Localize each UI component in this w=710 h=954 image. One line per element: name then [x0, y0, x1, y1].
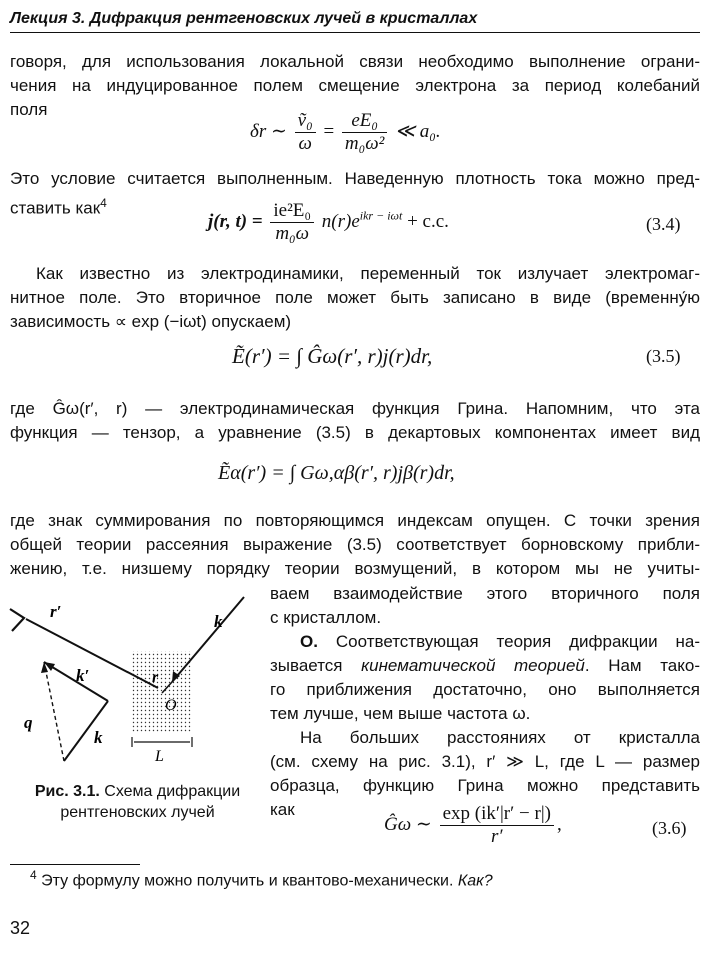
emphasized-term: кинематической теорией — [361, 656, 585, 675]
text-fragment: ставить как — [10, 198, 101, 218]
label-k-prime: k′ — [76, 666, 90, 685]
diffraction-diagram — [0, 585, 268, 770]
caption-line2: рентгеновских лучей — [60, 804, 215, 821]
text-line: где Ĝω(r′, r) — электродинамическая функция Грина. Напомним, что эта — [10, 399, 700, 418]
running-header: Лекция 3. Дифракция рентгеновских лучей в кристаллах — [10, 6, 700, 33]
eq-den: m₀ω — [275, 223, 310, 244]
text-fragment: Соответствующая теория дифракции на- — [335, 632, 700, 651]
equation-number: (3.5) — [646, 346, 681, 366]
text-line — [10, 192, 107, 220]
label-r-prime: r′ — [50, 602, 62, 621]
text-line: Это условие считается выполненным. Наведенную плотность тока можно пред- — [10, 169, 700, 188]
text-line: общей теории рассеяния выражение (3.5) соответствует борновскому прибли- — [10, 535, 700, 554]
text-line: как — [270, 800, 295, 819]
caption-line1: Схема дифракции — [104, 783, 241, 800]
text-line — [270, 655, 700, 677]
text-line: с кристаллом. — [270, 608, 382, 627]
text-line: образца, функцию Грина можно представить — [270, 776, 700, 795]
footnote-text: Эту формулу можно получить и квантово-механически. — [41, 872, 454, 890]
equation-3-6 — [384, 803, 562, 848]
text-line: чения на индуцированное полем смещение электрона за период колебаний — [10, 76, 700, 95]
text-line: го приближения достаточно, оно выполняется — [270, 680, 700, 699]
text-line: поля — [10, 100, 48, 119]
paragraph-marker: O. — [300, 632, 318, 651]
eq-frac2-den: m₀ω² — [344, 133, 385, 154]
text-line: тем лучше, чем выше частота ω. — [270, 704, 531, 723]
eq-frac1-den: ω — [298, 133, 312, 154]
page-number: 32 — [10, 918, 31, 938]
eq-lhs: Ĝω ∼ — [384, 813, 432, 835]
eq-tail: , — [556, 813, 562, 835]
text-line: зависимость ∝ exp (−iωt) опускаем) — [10, 312, 292, 331]
eq-exponent: ikr − iωt — [359, 208, 403, 223]
label-L: L — [155, 748, 164, 765]
incident-wave-vector — [172, 597, 244, 682]
label-r: r — [152, 669, 159, 686]
equation-components: Ẽα(r′) = ∫ Gω,αβ(r′, r)jβ(r)dr, — [218, 462, 455, 484]
equation-shift — [250, 110, 441, 155]
text-line: На больших расстояниях от кристалла — [300, 728, 700, 747]
footnote-question: Как? — [457, 872, 493, 890]
eq-frac1-num: ṽ₀ — [295, 110, 316, 133]
text-line: где знак суммирования по повторяющимся индексам опущен. С точки зрения — [10, 511, 700, 530]
text-line: (см. схему на рис. 3.1), r′ ≫ L, где L — размер — [270, 752, 700, 771]
label-k-incident: k — [214, 612, 223, 631]
footnote-mark: 4 — [30, 868, 37, 882]
eq-num: ie²E₀ — [270, 200, 314, 223]
text-line: говоря, для использования локальной связи необходимо выполнение ограни- — [10, 52, 700, 71]
eq-rhs: ≪ a₀. — [395, 120, 441, 142]
eq-rhs: n(r)e — [321, 210, 360, 232]
text-line: нитное поле. Это вторичное поле может быть записано в виде (временну́ю — [10, 288, 700, 307]
q-vector — [44, 662, 64, 761]
text-line: функция — тензор, а уравнение (3.5) в декартовых компонентах имеет вид — [10, 423, 700, 442]
eq-num: exp (ik′|r′ − r|) — [440, 803, 554, 826]
eq-tail: + c.c. — [407, 210, 449, 232]
text-line — [300, 631, 700, 653]
equation-number: (3.6) — [652, 818, 687, 838]
label-q: q — [24, 713, 33, 732]
equation-3-4 — [208, 200, 449, 245]
eq-lhs: j(r, t) = — [208, 210, 263, 232]
label-origin: O — [165, 697, 177, 714]
text-fragment: зывается — [270, 656, 362, 675]
label-k-bottom: k — [94, 728, 103, 747]
eq-lhs: δr ∼ — [250, 120, 287, 142]
equation-number: (3.4) — [646, 214, 681, 234]
figure-caption — [0, 781, 275, 823]
eq-frac2-num: eE₀ — [342, 110, 387, 133]
footnote — [30, 868, 493, 890]
footnote-rule — [10, 864, 140, 865]
footnote-mark: 4 — [100, 196, 107, 210]
equation-3-5: Ẽ(r′) = ∫ Ĝω(r′, r)j(r)dr, — [232, 344, 433, 368]
text-line: ваем взаимодействие этого вторичного поля — [270, 584, 700, 603]
eq-equals: = — [323, 120, 335, 142]
text-fragment: . Нам тако- — [584, 656, 700, 675]
eq-den: r′ — [490, 826, 503, 847]
text-line: Как известно из электродинамики, переменный ток излучает электромаг- — [36, 264, 700, 283]
detector-icon — [10, 609, 24, 631]
text-line: жению, т.е. низшему порядку теории возмущений, в котором мы не учиты- — [10, 559, 700, 578]
caption-label: Рис. 3.1. — [34, 783, 100, 800]
